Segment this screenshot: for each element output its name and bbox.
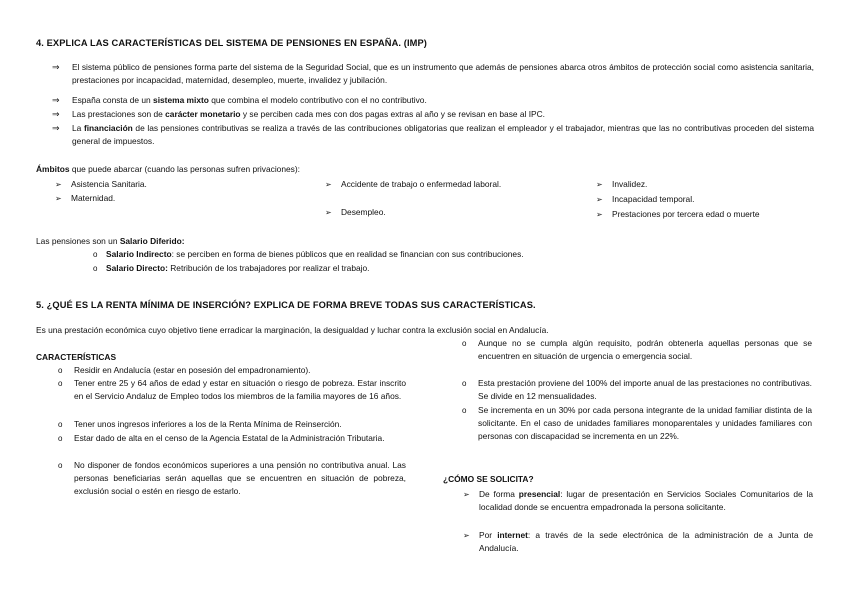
ambito-item: [596, 193, 826, 206]
caracteristica-item: [58, 432, 406, 445]
ambito-item: [596, 208, 826, 221]
salario-item: [93, 248, 793, 261]
q4-bullet-2: [52, 94, 814, 107]
q5-heading: 5. ¿QUÉ ES LA RENTA MÍNIMA DE INSERCIÓN? EXPLICA DE FORMA BREVE TODAS SUS CARACTERÍSTICAS.: [36, 300, 536, 310]
caracteristica-text: Tener entre 25 y 64 años de edad y estar en situación o riesgo de pobreza. Estar inscrito en el Servicio Andaluz de Empleo todos los miembros de la familia mayores de 16 años.: [74, 378, 406, 401]
triangle-bullet-icon: ➢: [325, 208, 332, 217]
caracteristica-text: Tener unos ingresos inferiores a los de la Renta Mínima de Reinserción.: [74, 419, 342, 429]
caracteristica-text: No disponer de fondos económicos superiores a una pensión no contributiva anual. Las personas beneficiarias serán aquellas que se encuentren en situación de pobreza, exclusión social o estén en riesgo de estarlo.: [74, 460, 406, 496]
caracteristica-item: [58, 364, 406, 377]
circle-bullet-icon: o: [58, 461, 63, 470]
ambito-text: Prestaciones por tercera edad o muerte: [612, 209, 760, 219]
triangle-bullet-icon: ➢: [463, 531, 470, 540]
q4-bullet-4-pre: La: [72, 123, 84, 133]
q4-bullet-2-post: que combina el modelo contributivo con el no contributivo.: [208, 95, 427, 105]
q4-heading: 4. EXPLICA LAS CARACTERÍSTICAS DEL SISTEMA DE PENSIONES EN ESPAÑA. (IMP): [36, 38, 427, 48]
ambitos-intro: [36, 163, 300, 176]
circle-bullet-icon: o: [462, 379, 467, 388]
solicita-heading: ¿CÓMO SE SOLICITA?: [443, 474, 534, 484]
salario-diferido-intro: [36, 235, 185, 248]
ambito-text: Incapacidad temporal.: [612, 194, 695, 204]
caracteristica-text: Esta prestación proviene del 100% del importe anual de las prestaciones no contributivas. Se divide en 12 mensualidades.: [478, 378, 812, 401]
q5-intro: Es una prestación económica cuyo objetivo tiene erradicar la marginación, la desigualdad y luchar contra la exclusión social en Andalucía.: [36, 325, 549, 335]
caracteristica-item: [58, 377, 406, 403]
caracteristica-item: [462, 404, 812, 443]
salario-item: [93, 262, 793, 275]
solicita-bold: presencial: [518, 489, 561, 499]
caracteristica-text: Se incrementa en un 30% por cada persona integrante de la unidad familiar distinta de la solicitante. En el caso de unidades familiares monoparentales y unidades familiares con personas con discapacidad se incrementa en un 22%.: [478, 405, 812, 441]
circle-bullet-icon: o: [93, 250, 98, 259]
caracteristica-item: [58, 459, 406, 498]
ambito-text: Asistencia Sanitaria.: [71, 179, 147, 189]
solicita-item: [463, 488, 813, 514]
triangle-bullet-icon: ➢: [596, 195, 603, 204]
solicita-post: : lugar de presentación en Servicios Sociales Comunitarios de la localidad donde se encuentra empadronada la persona solicitante.: [479, 489, 813, 512]
double-arrow-icon: ⇒: [52, 109, 60, 119]
q4-bullet-3-pre: Las prestaciones son de: [72, 109, 166, 119]
ambito-text: Accidente de trabajo o enfermedad laboral.: [341, 179, 502, 189]
salario-bold: Salario Indirecto: [106, 249, 172, 259]
triangle-bullet-icon: ➢: [325, 180, 332, 189]
triangle-bullet-icon: ➢: [55, 194, 62, 203]
ambitos-bold: Ámbitos: [36, 164, 70, 174]
circle-bullet-icon: o: [58, 420, 63, 429]
ambito-item: [325, 206, 525, 219]
circle-bullet-icon: o: [58, 434, 63, 443]
q4-bullet-1-text: El sistema público de pensiones forma parte del sistema de la Seguridad Social, que es un instrumento que además de pensiones abarca otros ámbitos de protección social como asistencia sanitaria, prestaciones por incapacidad, maternidad, desempleo, muerte, invalidez y jubilación.: [72, 62, 814, 85]
q4-bullet-2-bold: sistema mixto: [153, 95, 209, 105]
diferido-bold: Salario Diferido:: [119, 236, 185, 246]
circle-bullet-icon: o: [58, 366, 63, 375]
double-arrow-icon: ⇒: [52, 95, 60, 105]
caracteristica-item: [462, 377, 812, 403]
caracteristica-item: [462, 337, 812, 363]
triangle-bullet-icon: ➢: [596, 210, 603, 219]
solicita-item: [463, 529, 813, 555]
ambito-item: [55, 178, 295, 191]
solicita-bold: internet: [497, 530, 528, 540]
ambito-item: [325, 178, 525, 191]
ambito-item: [596, 178, 826, 191]
q4-bullet-1: [52, 61, 814, 87]
q4-bullet-3-bold: carácter monetario: [165, 109, 241, 119]
q4-bullet-4: [52, 122, 814, 148]
salario-rest: : se perciben en forma de bienes públicos que en realidad se financian con sus contribuciones.: [171, 249, 524, 259]
caracteristica-text: Aunque no se cumpla algún requisito, podrán obtenerla aquellas personas que se encuentren en situación de urgencia o emergencia social.: [478, 338, 812, 361]
double-arrow-icon: ⇒: [52, 123, 60, 133]
salario-bold: Salario Directo:: [106, 263, 168, 273]
triangle-bullet-icon: ➢: [596, 180, 603, 189]
q4-bullet-4-bold: financiación: [83, 123, 133, 133]
diferido-pre: Las pensiones son un: [36, 236, 120, 246]
ambitos-rest: que puede abarcar (cuando las personas sufren privaciones):: [69, 164, 300, 174]
ambito-text: Desempleo.: [341, 207, 386, 217]
q4-bullet-3-post: y se perciben cada mes con dos pagas extras al año y se revisan en base al IPC.: [240, 109, 546, 119]
q4-bullet-2-pre: España consta de un: [72, 95, 154, 105]
caracteristica-text: Estar dado de alta en el censo de la Agencia Estatal de la Administración Tributaria.: [74, 433, 385, 443]
solicita-pre: Por: [479, 530, 498, 540]
triangle-bullet-icon: ➢: [463, 490, 470, 499]
caracteristica-text: Residir en Andalucía (estar en posesión del empadronamiento).: [74, 365, 311, 375]
q4-bullet-3: [52, 108, 814, 121]
q4-bullet-4-post: de las pensiones contributivas se realiza a través de las contribuciones obligatorias que realizan el empleador y el trabajador, mientras que las no contributivas proceden del sistema general de impuestos.: [72, 123, 814, 146]
circle-bullet-icon: o: [462, 406, 467, 415]
ambito-text: Invalidez.: [612, 179, 648, 189]
circle-bullet-icon: o: [93, 264, 98, 273]
salario-rest: Retribución de los trabajadores por realizar el trabajo.: [167, 263, 370, 273]
solicita-pre: De forma: [479, 489, 519, 499]
ambito-text: Maternidad.: [71, 193, 116, 203]
triangle-bullet-icon: ➢: [55, 180, 62, 189]
circle-bullet-icon: o: [462, 339, 467, 348]
caracteristica-item: [58, 418, 406, 431]
double-arrow-icon: ⇒: [52, 62, 60, 72]
circle-bullet-icon: o: [58, 379, 63, 388]
caracteristicas-heading: CARACTERÍSTICAS: [36, 352, 117, 362]
solicita-post: : a través de la sede electrónica de la administración de a Junta de Andalucía.: [479, 530, 813, 553]
ambito-item: [55, 192, 295, 205]
